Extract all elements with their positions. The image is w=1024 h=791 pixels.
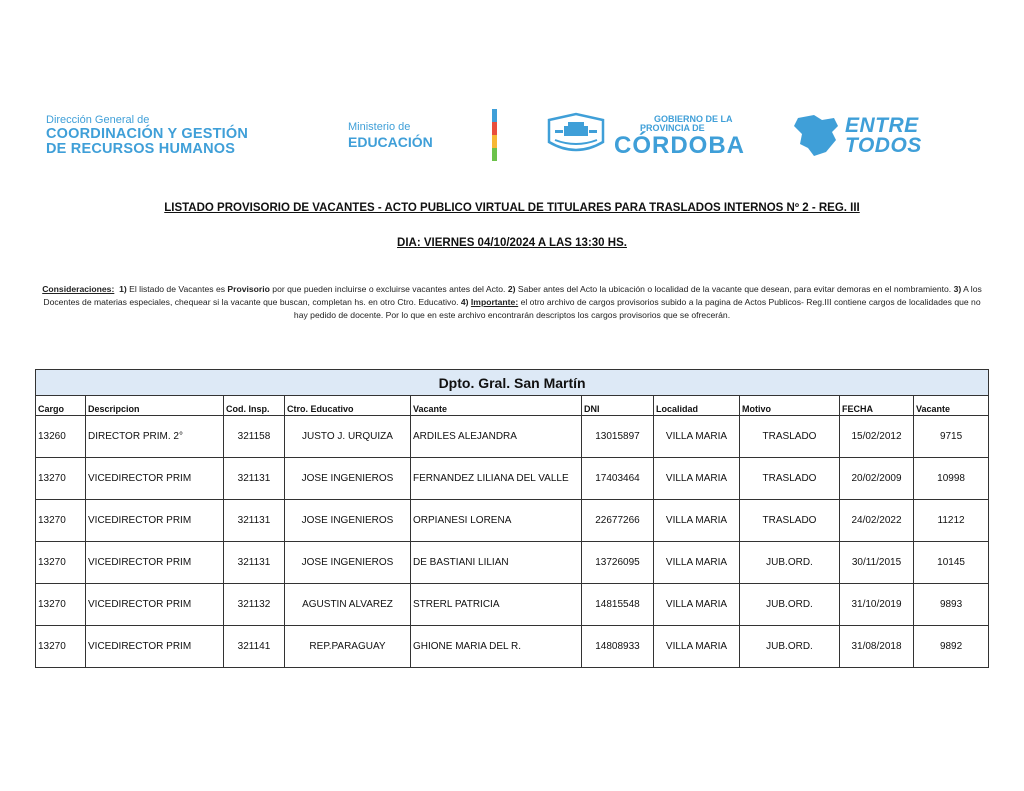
cell-ctro-educativo: JOSE INGENIEROS xyxy=(285,542,411,584)
table-row xyxy=(36,542,989,584)
cell-dni: 13726095 xyxy=(582,542,654,584)
cell-motivo: TRASLADO xyxy=(740,416,840,458)
cell-descripcion: VICEDIRECTOR PRIM xyxy=(86,500,224,542)
cell-descripcion: VICEDIRECTOR PRIM xyxy=(86,626,224,668)
column-header: Cod. Insp. xyxy=(224,396,285,416)
cell-fecha: 31/10/2019 xyxy=(840,584,914,626)
cell-cod-insp: 321131 xyxy=(224,542,285,584)
item-1-bold: Provisorio xyxy=(227,284,270,294)
column-header: DNI xyxy=(582,396,654,416)
cordoba-logo-line2: PROVINCIA DE xyxy=(640,123,705,133)
cell-descripcion: VICEDIRECTOR PRIM xyxy=(86,542,224,584)
cell-vacante-number: 9715 xyxy=(914,416,989,458)
cell-vacante-name: GHIONE MARIA DEL R. xyxy=(411,626,582,668)
cell-vacante-name: STRERL PATRICIA xyxy=(411,584,582,626)
cell-cargo: 13270 xyxy=(36,626,86,668)
cell-vacante-number: 9892 xyxy=(914,626,989,668)
cell-vacante-name: FERNANDEZ LILIANA DEL VALLE xyxy=(411,458,582,500)
cell-fecha: 20/02/2009 xyxy=(840,458,914,500)
cell-dni: 14815548 xyxy=(582,584,654,626)
cell-localidad: VILLA MARIA xyxy=(654,584,740,626)
cordoba-seal-icon xyxy=(545,112,607,156)
item-4-number: 4) xyxy=(460,297,469,307)
column-header: FECHA xyxy=(840,396,914,416)
column-header: Vacante xyxy=(914,396,989,416)
item-3-number: 3) xyxy=(953,284,962,294)
cell-vacante-name: ORPIANESI LORENA xyxy=(411,500,582,542)
color-stripe-divider xyxy=(492,109,497,161)
cell-ctro-educativo: JOSE INGENIEROS xyxy=(285,500,411,542)
document-title: LISTADO PROVISORIO DE VACANTES - ACTO PUBLICO VIRTUAL DE TITULARES PARA TRASLADOS INTERNOS Nº 2 - REG. III xyxy=(164,202,860,214)
cell-vacante-name: DE BASTIANI LILIAN xyxy=(411,542,582,584)
item-1-number: 1) xyxy=(119,284,127,294)
ministerio-logo xyxy=(348,122,433,149)
province-map-icon xyxy=(792,112,840,158)
ministerio-logo-line2: EDUCACIÓN xyxy=(348,134,433,150)
cell-localidad: VILLA MARIA xyxy=(654,500,740,542)
cell-fecha: 15/02/2012 xyxy=(840,416,914,458)
cell-cargo: 13270 xyxy=(36,542,86,584)
item-2-number: 2) xyxy=(507,284,516,294)
cell-cargo: 13270 xyxy=(36,500,86,542)
cell-vacante-number: 9893 xyxy=(914,584,989,626)
cell-descripcion: VICEDIRECTOR PRIM xyxy=(86,584,224,626)
cell-vacante-name: ARDILES ALEJANDRA xyxy=(411,416,582,458)
department-header: Dpto. Gral. San Martín xyxy=(36,370,989,396)
cell-cod-insp: 321131 xyxy=(224,500,285,542)
cell-motivo: JUB.ORD. xyxy=(740,626,840,668)
cordoba-logo-line3: CÓRDOBA xyxy=(614,132,745,159)
cordoba-logo-line1: GOBIERNO DE LA xyxy=(654,114,733,124)
column-header: Vacante xyxy=(411,396,582,416)
cell-cargo: 13260 xyxy=(36,416,86,458)
item-1-text-a: El listado de Vacantes es xyxy=(126,284,228,294)
item-2-text: Saber antes del Acto la ubicación o localidad de la vacante que desean, para evitar demoras en el nombramiento. xyxy=(515,284,954,294)
cell-cod-insp: 321132 xyxy=(224,584,285,626)
rrhh-logo-line2: COORDINACIÓN Y GESTIÓN xyxy=(46,126,249,142)
cell-localidad: VILLA MARIA xyxy=(654,416,740,458)
cell-dni: 22677266 xyxy=(582,500,654,542)
column-header: Descripcion xyxy=(86,396,224,416)
cell-ctro-educativo: AGUSTIN ALVAREZ xyxy=(285,584,411,626)
cell-ctro-educativo: JUSTO J. URQUIZA xyxy=(285,416,411,458)
cell-dni: 17403464 xyxy=(582,458,654,500)
column-header: Motivo xyxy=(740,396,840,416)
cell-vacante-number: 10998 xyxy=(914,458,989,500)
rrhh-logo-line1: Dirección General de xyxy=(46,114,150,126)
vacancies-table xyxy=(35,369,989,668)
cell-vacante-number: 10145 xyxy=(914,542,989,584)
cell-cargo: 13270 xyxy=(36,584,86,626)
cell-ctro-educativo: REP.PARAGUAY xyxy=(285,626,411,668)
entre-todos-line1: ENTRE xyxy=(845,114,919,137)
entre-todos-line2: TODOS xyxy=(845,133,922,157)
cordoba-logo xyxy=(614,115,745,158)
table-row xyxy=(36,416,989,458)
column-header: Localidad xyxy=(654,396,740,416)
considerations-label: Consideraciones: xyxy=(42,284,115,294)
column-header: Ctro. Educativo xyxy=(285,396,411,416)
table-row xyxy=(36,500,989,542)
entre-todos-logo xyxy=(845,116,922,156)
considerations-paragraph xyxy=(36,283,988,322)
cell-fecha: 30/11/2015 xyxy=(840,542,914,584)
cell-dni: 13015897 xyxy=(582,416,654,458)
cell-localidad: VILLA MARIA xyxy=(654,458,740,500)
table-row xyxy=(36,458,989,500)
rrhh-logo-line3: DE RECURSOS HUMANOS xyxy=(46,140,236,157)
item-1-text-b: por que pueden incluirse o excluirse vacantes antes del Acto. xyxy=(269,284,508,294)
cell-descripcion: VICEDIRECTOR PRIM xyxy=(86,458,224,500)
ministerio-logo-line1: Ministerio de xyxy=(348,121,411,133)
cell-cod-insp: 321131 xyxy=(224,458,285,500)
cell-localidad: VILLA MARIA xyxy=(654,542,740,584)
cell-motivo: JUB.ORD. xyxy=(740,542,840,584)
rrhh-logo xyxy=(46,115,248,156)
cell-fecha: 31/08/2018 xyxy=(840,626,914,668)
cell-vacante-number: 11212 xyxy=(914,500,989,542)
item-4-label: Importante: xyxy=(470,297,519,307)
cell-cod-insp: 321158 xyxy=(224,416,285,458)
cell-dni: 14808933 xyxy=(582,626,654,668)
cell-ctro-educativo: JOSE INGENIEROS xyxy=(285,458,411,500)
document-subtitle: DIA: VIERNES 04/10/2024 A LAS 13:30 HS. xyxy=(397,237,627,249)
column-header: Cargo xyxy=(36,396,86,416)
item-4-text: el otro archivo de cargos provisorios subido a la pagina de Actos Publicos- Reg.III contiene cargos de localidades que no hay pedido de docente. Por lo que en este archivo encontrarán descriptos los cargos provisorios que se ofrecerán. xyxy=(293,297,981,320)
cell-motivo: TRASLADO xyxy=(740,500,840,542)
table-header-row xyxy=(36,396,989,416)
header-logos xyxy=(0,100,1024,170)
table-row xyxy=(36,584,989,626)
cell-descripcion: DIRECTOR PRIM. 2° xyxy=(86,416,224,458)
cell-localidad: VILLA MARIA xyxy=(654,626,740,668)
cell-motivo: TRASLADO xyxy=(740,458,840,500)
cell-cod-insp: 321141 xyxy=(224,626,285,668)
cell-motivo: JUB.ORD. xyxy=(740,584,840,626)
item-3-text: A los Docentes de materias especiales, chequear si la vacante que buscan, completan hs. en otro Ctro. Educativo. xyxy=(43,284,982,307)
table-row xyxy=(36,626,989,668)
cell-fecha: 24/02/2022 xyxy=(840,500,914,542)
cell-cargo: 13270 xyxy=(36,458,86,500)
